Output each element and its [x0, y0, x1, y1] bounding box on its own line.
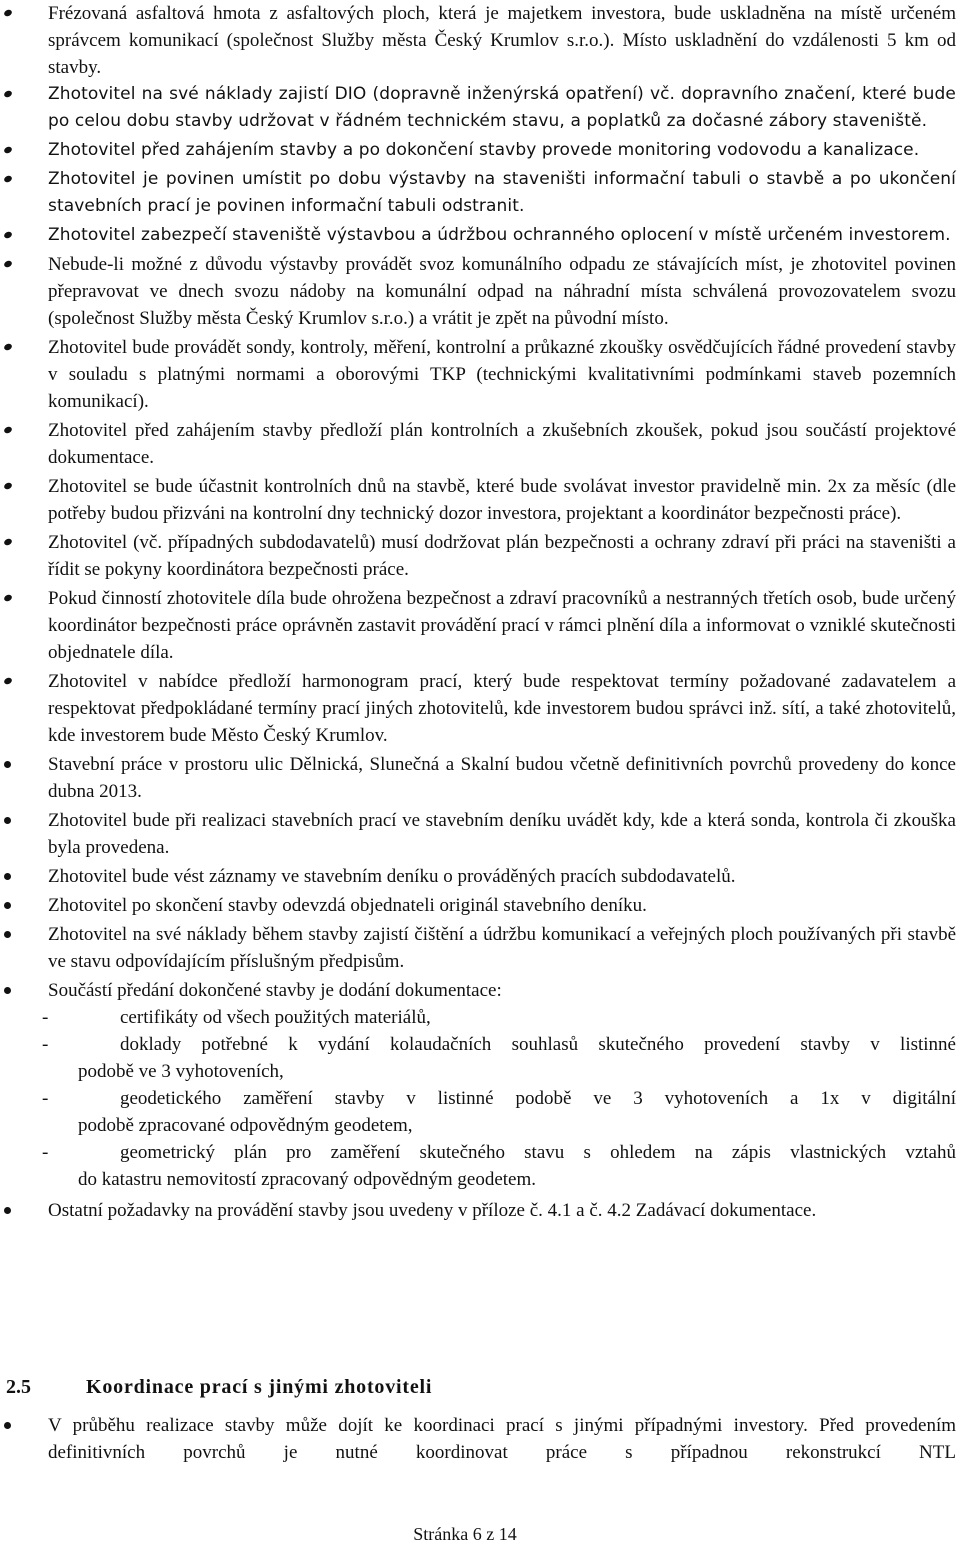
list-item-text: Zhotovitel na své náklady zajistí DIO (dopravně inženýrská opatření) vč. dopravního značení, které bude po celou dobu stavby udržovat v řádném technickém stavu, a poplatků za dočasné zábory staveniště. [48, 84, 956, 131]
dash-item-text-continued: podobě ve 3 vyhotoveních, [78, 1061, 284, 1082]
bullet-icon [3, 677, 13, 686]
dash-item-text: geometrický plán pro zaměření skutečného stavu s ohledem na zápis vlastnických vztahů [120, 1142, 956, 1163]
list-item-text: Zhotovitel bude vést záznamy ve stavebním deníku o prováděných pracích subdodavatelů. [48, 866, 736, 887]
section-heading [6, 1376, 432, 1399]
list-item-text: Ostatní požadavky na provádění stavby jsou uvedeny v příloze č. 4.1 a č. 4.2 Zadávací dokumentace. [48, 1200, 817, 1221]
list-item [0, 921, 960, 975]
dash-mark: - [42, 1142, 49, 1163]
list-item [0, 668, 960, 749]
list-item [0, 892, 960, 919]
bullet-icon [4, 902, 11, 909]
list-item-text: Zhotovitel (vč. případných subdodavatelů) musí dodržovat plán bezpečnosti a ochrany zdraví při práci na staveništi a řídit se pokyny koordinátora bezpečnosti práce. [48, 532, 956, 580]
page-footer: Stránka 6 z 14 [413, 1524, 517, 1544]
list-item [0, 863, 960, 890]
list-item-text: Zhotovitel na své náklady během stavby zajistí čištění a údržbu komunikací a veřejných ploch používaných při stavbě ve stavu odpovídajícím příslušným předpisům. [48, 924, 956, 972]
list-item-text: Stavební práce v prostoru ulic Dělnická, Slunečná a Skalní budou včetně definitivních povrchů provedeny do konce dubna 2013. [48, 754, 956, 802]
list-item-text: Zhotovitel bude provádět sondy, kontroly, měření, kontrolní a průkazné zkoušky osvědčujících řádné provedení stavby v souladu s platnými normami a oborovými TKP (technickými kvalitativními podmínkami staveb pozemních komunikací). [48, 337, 956, 412]
dash-item [0, 1085, 960, 1139]
bullet-icon [4, 1422, 11, 1429]
bullet-icon [4, 1207, 11, 1214]
list-item [0, 417, 960, 471]
bullet-icon [3, 538, 13, 547]
section-list [0, 1412, 960, 1466]
dash-item-text-continued: podobě zpracované odpovědným geodetem, [78, 1115, 413, 1136]
dash-item-text-continued: do katastru nemovitostí zpracovaný odpovědným geodetem. [78, 1169, 536, 1190]
list-item-text: Zhotovitel před zahájením stavby a po dokončení stavby provede monitoring vodovodu a kanalizace. [48, 140, 920, 160]
list-item [0, 585, 960, 666]
bullet-icon [4, 873, 11, 880]
list-item [0, 0, 960, 81]
bullet-icon [4, 817, 11, 824]
list-item-text: Součástí předání dokončené stavby je dodání dokumentace: [48, 980, 502, 1001]
list-item-text: Zhotovitel bude při realizaci stavebních prací ve stavebním deníku uvádět kdy, kde a která sonda, kontrola či zkouška byla provedena. [48, 810, 956, 858]
list-item-text: Nebude-li možné z důvodu výstavby provádět svoz komunálního odpadu ze stávajících míst, je zhotovitel povinen přepravovat ve dnech svozu nádoby na komunální odpad na náhradní místa schválená provozovatelem svozu (společnost Služby města Český Krumlov s.r.o.) a vrátit je zpět na původní místo. [48, 254, 956, 329]
list-item [0, 166, 960, 220]
bullet-icon [3, 90, 13, 99]
list-item [0, 977, 960, 1004]
list-item [0, 334, 960, 415]
list-item [0, 81, 960, 135]
list-item-text: V průběhu realizace stavby může dojít ke koordinaci prací s jinými případnými investory. Před provedením definitivních povrchů je nutné koordinovat práce s případnou rekonstrukcí NTL [48, 1415, 956, 1463]
list-item [0, 473, 960, 527]
dash-item-text: geodetického zaměření stavby v listinné podobě ve 3 vyhotoveních a 1x v digitální [120, 1088, 956, 1109]
bullet-icon [4, 987, 11, 994]
list-item [0, 807, 960, 861]
list-item-text: Zhotovitel se bude účastnit kontrolních dnů na stavbě, které bude svolávat investor pravidelně min. 2x za měsíc (dle potřeby budou přizváni na kontrolní dny technický dozor investora, projektant a koordinátor bezpečnosti práce). [48, 476, 956, 524]
list-item-text: Zhotovitel v nabídce předloží harmonogram prací, který bude respektovat termíny požadované zadavatelem a respektovat předpokládané termíny prací jiných zhotovitelů, kde investorem budou správci inž. sítí, a také zhotovitelů, kde investorem bude Město Český Krumlov. [48, 671, 956, 746]
list-item [0, 137, 960, 164]
dash-mark: - [42, 1088, 49, 1109]
section-number: 2.5 [6, 1376, 31, 1398]
dash-item [0, 1031, 960, 1085]
bullet-icon [3, 146, 13, 155]
bullet-icon [3, 426, 13, 435]
list-item [0, 1197, 960, 1224]
dash-mark: - [42, 1034, 49, 1055]
bullet-icon [3, 482, 13, 491]
list-item [0, 1412, 960, 1466]
bullet-icon [3, 9, 13, 18]
list-item [0, 529, 960, 583]
list-item-text: Zhotovitel po skončení stavby odevzdá objednateli originál stavebního deníku. [48, 895, 647, 916]
list-item-text: Zhotovitel zabezpečí staveniště výstavbou a údržbou ochranného oplocení v místě určeném investorem. [48, 225, 951, 245]
bullet-icon [3, 594, 13, 603]
bullet-icon [3, 231, 13, 240]
bullet-icon [4, 931, 11, 938]
dash-item [0, 1139, 960, 1193]
bullet-icon [3, 260, 13, 269]
list-item [0, 251, 960, 332]
dash-item-text: certifikáty od všech použitých materiálů, [120, 1007, 431, 1028]
dash-mark: - [42, 1007, 49, 1028]
bullet-icon [4, 761, 11, 768]
dash-item [0, 1004, 960, 1031]
list-item-text: Zhotovitel je povinen umístit po dobu výstavby na staveništi informační tabuli o stavbě a po ukončení stavebních prací je povinen informační tabuli odstranit. [48, 169, 956, 216]
bullet-icon [3, 343, 13, 352]
dash-item-text: doklady potřebné k vydání kolaudačních souhlasů skutečného provedení stavby v listinné [120, 1034, 956, 1055]
list-item-text: Pokud činností zhotovitele díla bude ohrožena bezpečnost a zdraví pracovníků a nestranných třetích osob, bude určený koordinátor bezpečnosti práce oprávněn zastavit provádění prací v rámci plnění díla a informovat o vzniklé skutečnosti objednatele díla. [48, 588, 956, 663]
list-item [0, 222, 960, 249]
list-item [0, 751, 960, 805]
list-item-text: Zhotovitel před zahájením stavby předloží plán kontrolních a zkušebních zkoušek, pokud jsou součástí projektové dokumentace. [48, 420, 956, 468]
section-title: Koordinace prací s jinými zhotoviteli [86, 1376, 433, 1398]
list-item-text: Frézovaná asfaltová hmota z asfaltových ploch, která je majetkem investora, bude uskladněna na místě určeném správcem komunikací (společnost Služby města Český Krumlov s.r.o.). Místo uskladnění do vzdálenosti 5 km od stavby. [48, 3, 956, 78]
bullet-icon [3, 175, 13, 184]
